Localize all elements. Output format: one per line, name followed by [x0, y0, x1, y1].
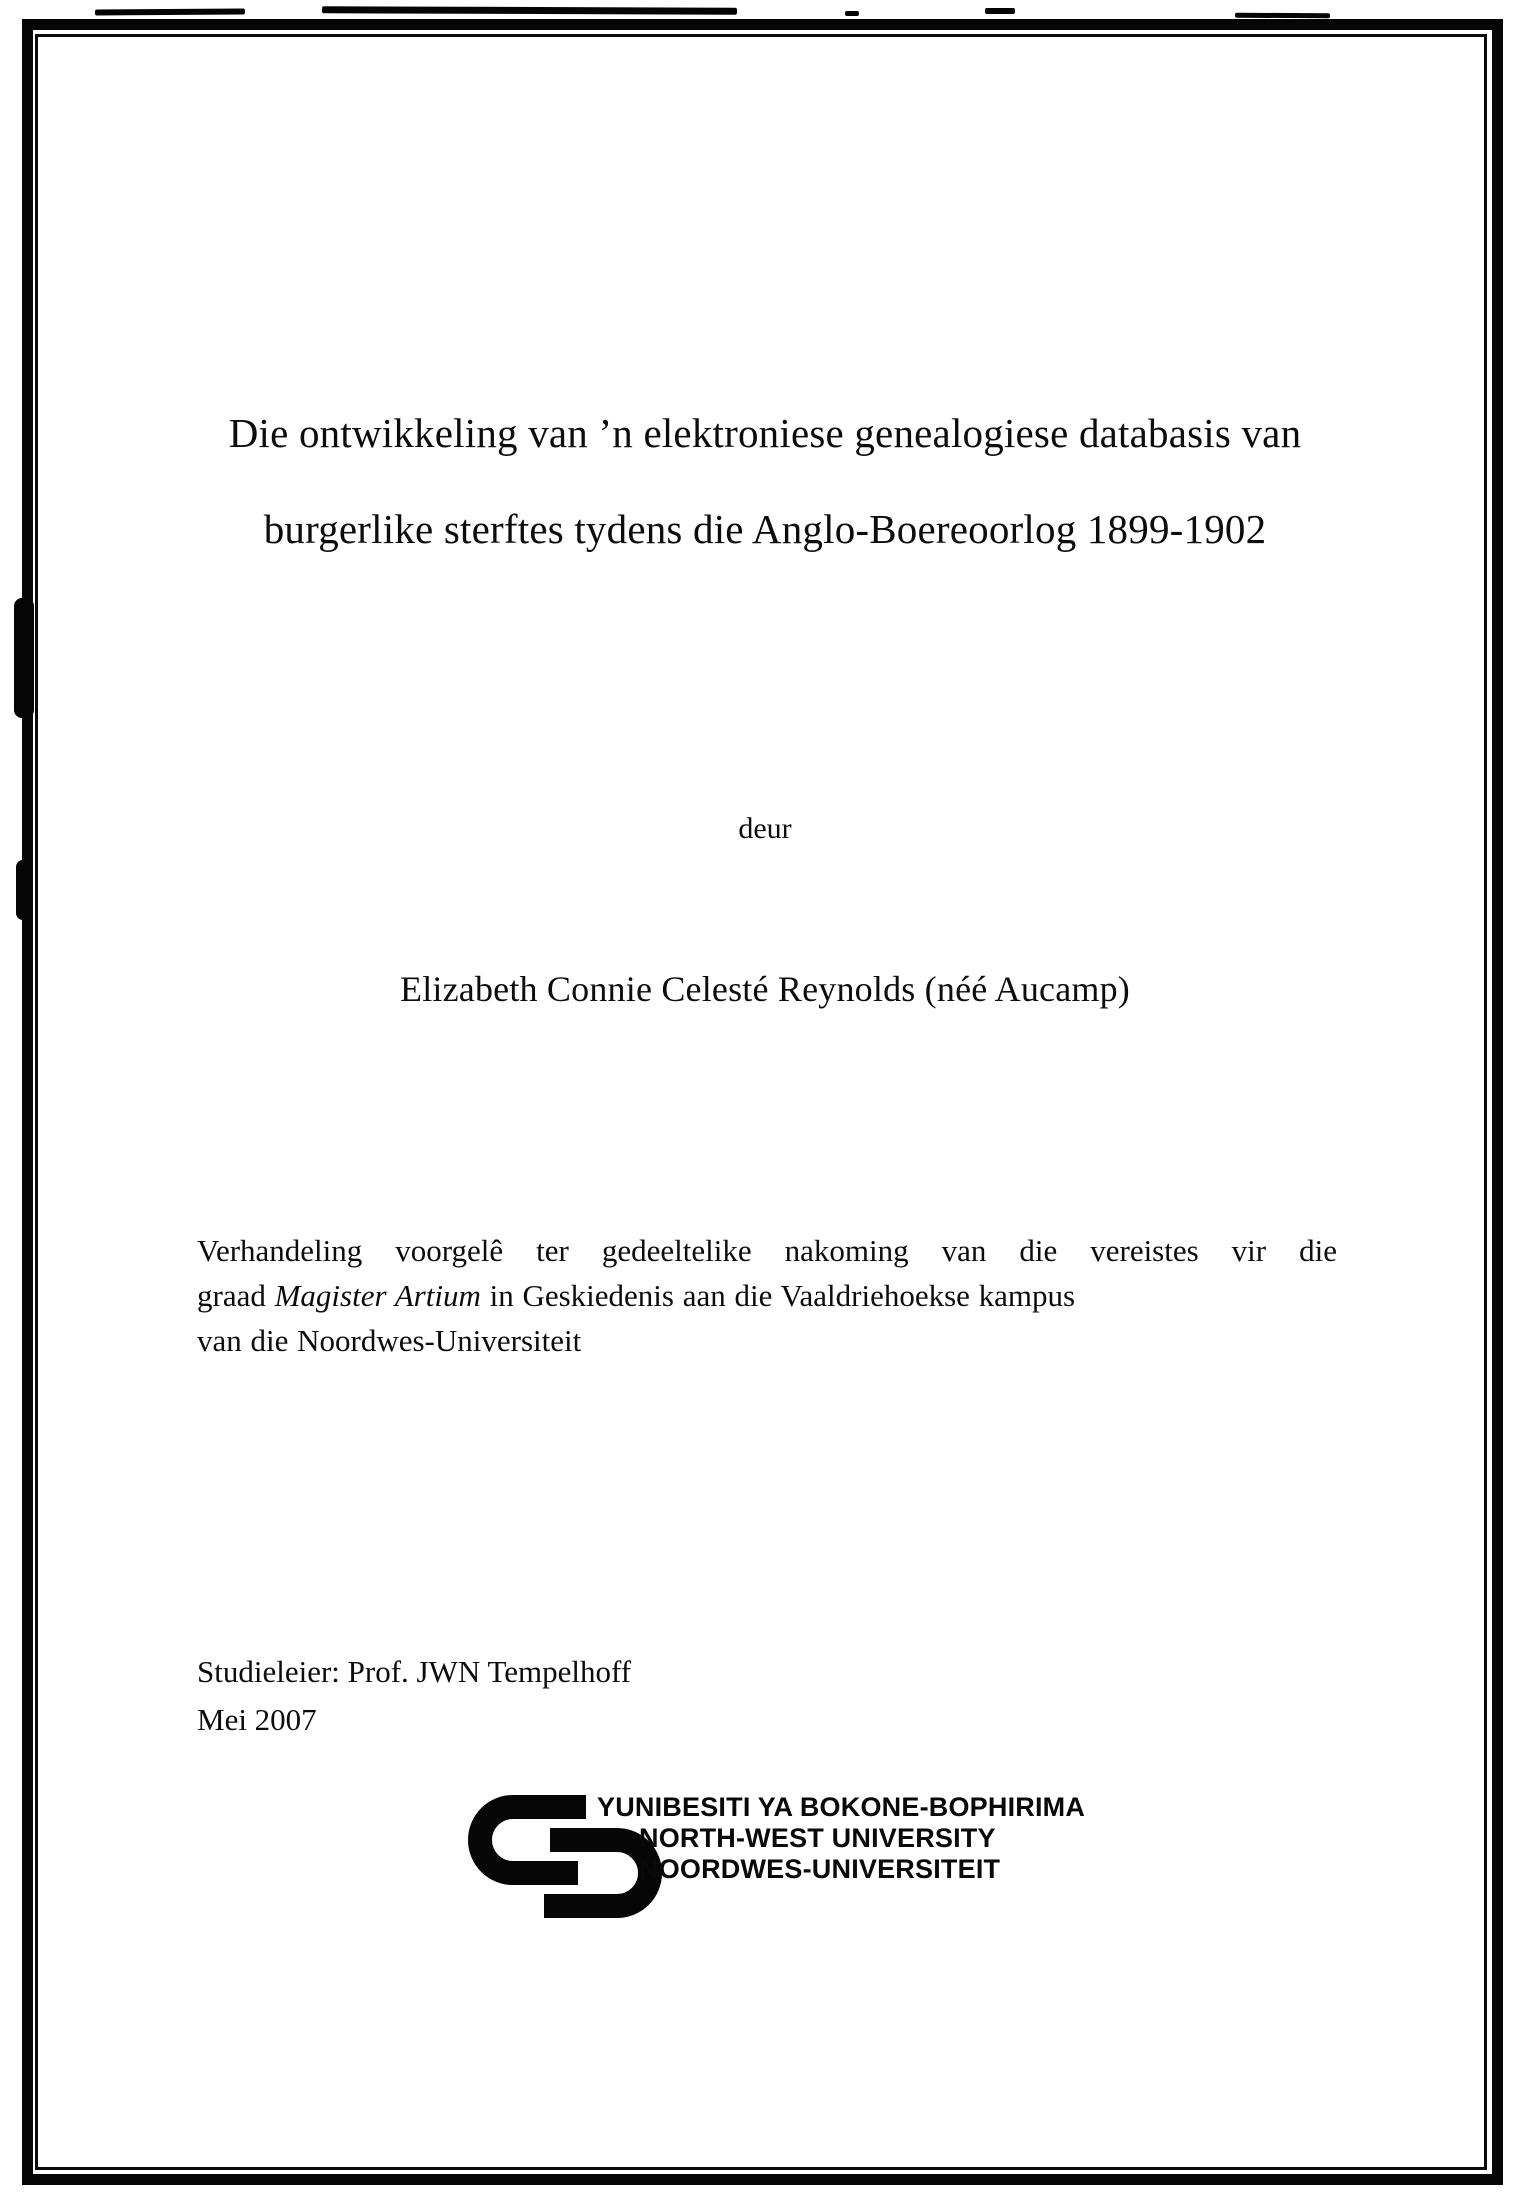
statement-line2	[197, 1273, 1337, 1318]
scan-artifact	[1235, 13, 1330, 18]
thesis-title-line1: Die ontwikkeling van ’n elektroniese genealogiese databasis van	[228, 410, 1302, 456]
logo-text-setswana: YUNIBESITI YA BOKONE-BOPHIRIMA	[597, 1792, 1086, 1822]
supervisor-line: Studieleier: Prof. JWN Tempelhoff	[197, 1654, 632, 1689]
scan-artifact	[985, 8, 1015, 14]
supervisor-block	[197, 1648, 631, 1744]
date-line: Mei 2007	[197, 1702, 317, 1737]
submission-statement	[197, 1228, 1337, 1363]
statement-line3: van die Noordwes-Universiteit	[197, 1323, 582, 1358]
logo-text-english: NORTH-WEST UNIVERSITY	[639, 1823, 996, 1853]
author-name: Elizabeth Connie Celesté Reynolds (néé Aucamp)	[400, 969, 1130, 1009]
thesis-title	[140, 385, 1390, 577]
statement-line2-suffix: in Geskiedenis aan die Vaaldriehoekse kampus	[480, 1278, 1076, 1313]
scan-artifact	[14, 598, 34, 718]
thesis-title-line2: burgerlike sterftes tydens die Anglo-Boereoorlog 1899-1902	[263, 506, 1267, 552]
university-logo-text	[597, 1792, 1085, 1885]
byline: deur	[738, 812, 792, 845]
scan-artifact	[95, 8, 245, 15]
scan-artifact	[845, 11, 859, 16]
statement-line2-prefix: graad	[197, 1278, 275, 1313]
scan-artifact	[16, 860, 30, 920]
statement-line1: Verhandeling voorgelê ter gedeeltelike nakoming van die vereistes vir die	[197, 1233, 1337, 1268]
logo-text-afrikaans: NOORDWES-UNIVERSITEIT	[639, 1854, 1001, 1884]
statement-degree-italic: Magister Artium	[274, 1278, 481, 1313]
scan-artifact	[322, 6, 737, 14]
